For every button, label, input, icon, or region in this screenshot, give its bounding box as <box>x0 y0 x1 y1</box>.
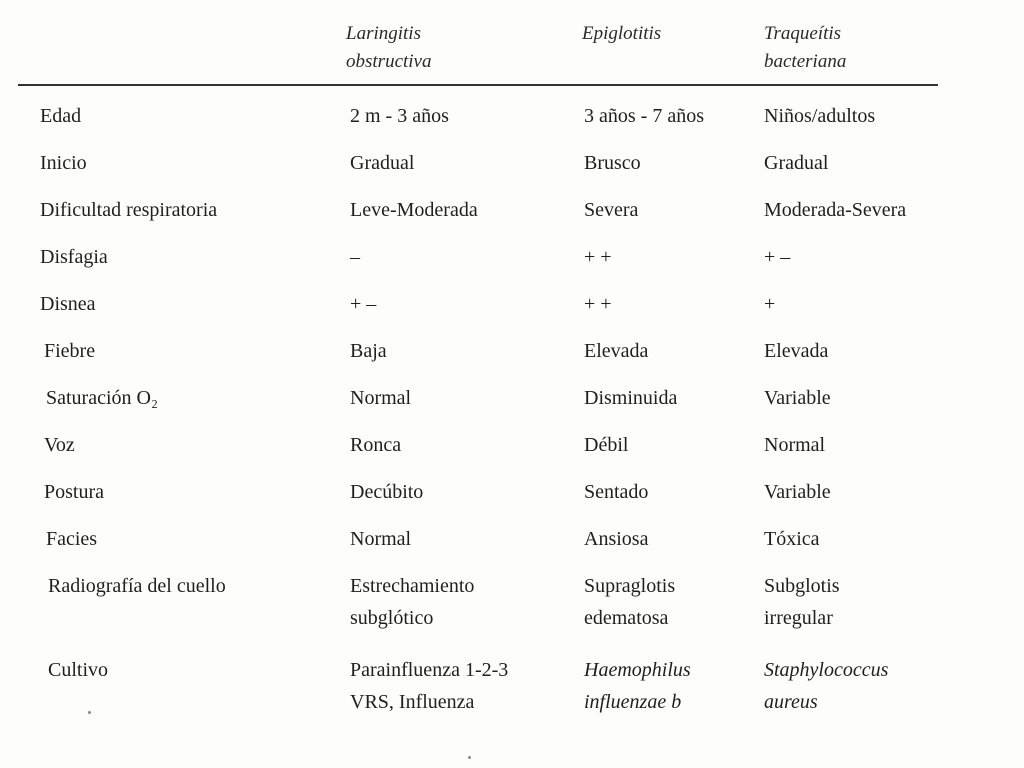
cell-c2: Ansiosa <box>584 528 649 550</box>
row-label: Postura <box>44 481 104 503</box>
header-traqueitis: Traqueítis bacteriana <box>764 23 847 72</box>
row-label: Dificultad respiratoria <box>40 199 218 221</box>
cell-c2: Disminuida <box>584 387 678 409</box>
row-label: Voz <box>44 434 75 456</box>
header-laringitis: Laringitis obstructiva <box>346 23 432 72</box>
cell-c2: Sentado <box>584 481 649 503</box>
cell-c3: Gradual <box>764 152 829 174</box>
row-label: Cultivo <box>48 659 109 681</box>
cell-c3: Niños/adultos <box>764 105 876 127</box>
header-epiglotitis: Epiglotitis <box>582 23 662 44</box>
cell-c3: Subglotis irregular <box>764 575 840 629</box>
cell-c1: Normal <box>350 387 412 409</box>
cell-c3: Moderada-Severa <box>764 199 907 221</box>
table-row <box>28 654 988 718</box>
comparison-table <box>28 0 988 713</box>
cell-c2: Débil <box>584 434 629 456</box>
cell-c1: + – <box>350 293 377 315</box>
row-label: Saturación O₂ <box>46 387 158 409</box>
cell-c3: Elevada <box>764 340 829 362</box>
table-header-row <box>28 0 988 86</box>
cell-c1: Estrechamiento subglótico <box>350 575 475 629</box>
paper-speck <box>468 756 471 759</box>
cell-c2: + + <box>584 293 612 315</box>
row-label: Disnea <box>40 293 96 315</box>
cell-c1: Leve-Moderada <box>350 199 478 221</box>
paper-speck <box>88 711 91 714</box>
cell-c1: Ronca <box>350 434 402 456</box>
cell-c1: Parainfluenza 1-2-3 VRS, Influenza <box>350 659 509 713</box>
row-label: Radiografía del cuello <box>48 575 226 597</box>
cell-c2: + + <box>584 246 612 268</box>
cell-c3: Tóxica <box>764 528 820 550</box>
cell-c1: Normal <box>350 528 412 550</box>
cell-c3: Variable <box>764 481 831 503</box>
row-label: Edad <box>40 105 82 127</box>
cell-c1: – <box>350 246 360 268</box>
row-label: Inicio <box>40 152 87 174</box>
cell-c3: + – <box>764 246 791 268</box>
cell-c2: Haemophilus influenzae b <box>584 659 691 713</box>
header-rule <box>18 84 938 86</box>
cell-c2: Supraglotis edematosa <box>584 575 676 629</box>
row-label: Facies <box>46 528 98 550</box>
cell-c3: Staphylococcus aureus <box>764 659 889 713</box>
row-label: Disfagia <box>40 246 108 268</box>
cell-c1: 2 m - 3 años <box>350 105 449 127</box>
cell-c1: Decúbito <box>350 481 424 503</box>
row-label: Fiebre <box>44 340 96 362</box>
cell-c1: Baja <box>350 340 387 362</box>
cell-c3: + <box>764 293 776 315</box>
cell-c3: Normal <box>764 434 826 456</box>
cell-c2: Elevada <box>584 340 649 362</box>
table-row <box>28 570 988 634</box>
cell-c2: 3 años - 7 años <box>584 105 704 127</box>
cell-c2: Brusco <box>584 152 641 174</box>
cell-c2: Severa <box>584 199 639 221</box>
cell-c1: Gradual <box>350 152 415 174</box>
cell-c3: Variable <box>764 387 831 409</box>
